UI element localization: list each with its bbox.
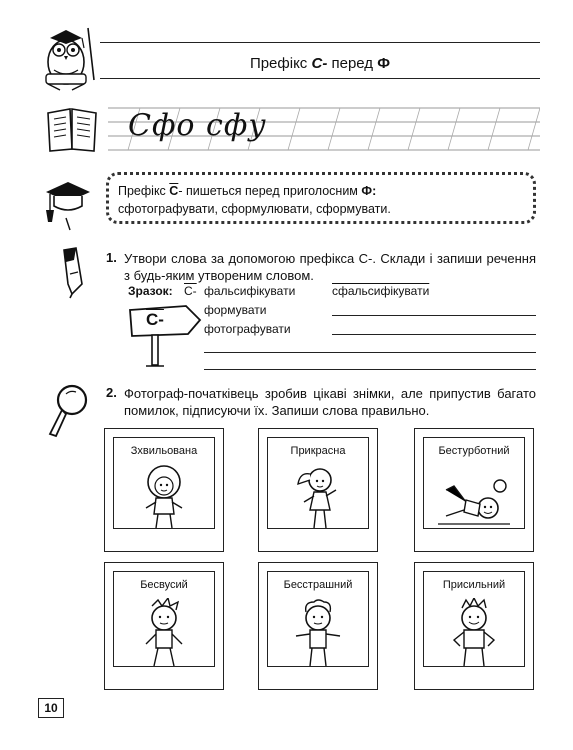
- task1-number: 1.: [106, 250, 117, 265]
- word-3: фотографувати: [204, 322, 291, 336]
- photo-frame-3: [414, 428, 534, 552]
- word-1: фальсифікувати: [204, 284, 296, 298]
- photo-caption-2: Прикрасна: [290, 445, 346, 457]
- signpost-label: С-: [146, 310, 164, 329]
- photo-caption-1: Зхвильована: [130, 445, 198, 457]
- sample-label: Зразок:: [128, 284, 173, 298]
- notebook-icon: [44, 105, 100, 153]
- boy-strong-icon: [442, 598, 506, 670]
- photo-frame-2: [258, 428, 378, 552]
- photo-frame-4: [104, 562, 224, 690]
- signpost-icon: [126, 302, 202, 372]
- title-prefix-letter: С-: [311, 55, 328, 72]
- graduation-cap-icon: [42, 176, 92, 232]
- owl-mascot-icon: [38, 20, 98, 92]
- word-2: формувати: [204, 303, 267, 317]
- photo-caption-4: Бесвусий: [140, 579, 188, 591]
- photo-frame-6: [414, 562, 534, 690]
- answer-line-4[interactable]: [204, 369, 536, 370]
- answer-line-1[interactable]: [332, 315, 536, 316]
- photo-frame-1: [104, 428, 224, 552]
- rule-text-line1: Префікс С- пишеться перед приголосним Ф:: [118, 184, 377, 198]
- handwriting-sample: Сфо сфу: [128, 108, 267, 143]
- rule-text-line2: сфотографувати, сформулювати, сформувати.: [118, 202, 391, 216]
- sample-prefix: С-: [184, 284, 197, 298]
- magnifier-icon: [46, 382, 92, 440]
- task2-number: 2.: [106, 385, 117, 400]
- girl-ponytail-icon: [286, 464, 350, 532]
- girl-curly-hair-icon: [132, 464, 196, 532]
- task1-text: Утвори слова за допомогою префікса С-. Склади і запиши речення з будь-яким утвореним словом.: [124, 251, 536, 283]
- answer-line-2[interactable]: [332, 334, 536, 335]
- rule-box: [106, 172, 536, 224]
- boy-curly-hair-icon: [286, 598, 350, 670]
- answer-line-3[interactable]: [204, 352, 536, 353]
- pen-icon: [52, 244, 92, 300]
- task2-text: Фотограф-початківець зробив цікаві знімки, але припустив багато помилок, підписуючи їх. Запиши слова правильно.: [124, 386, 536, 418]
- photo-caption-5: Бесстрашний: [283, 579, 353, 591]
- page-number: 10: [38, 698, 64, 718]
- photo-caption-6: Присильний: [442, 579, 506, 591]
- sample-answer: сфальсифікувати: [332, 284, 430, 298]
- page-title: Префікс С- перед Ф: [249, 55, 391, 72]
- boy-spiky-hair-icon: [132, 598, 196, 670]
- boy-playing-icon: [436, 464, 512, 532]
- photo-caption-3: Бестурботний: [438, 445, 510, 457]
- photo-frame-5: [258, 562, 378, 690]
